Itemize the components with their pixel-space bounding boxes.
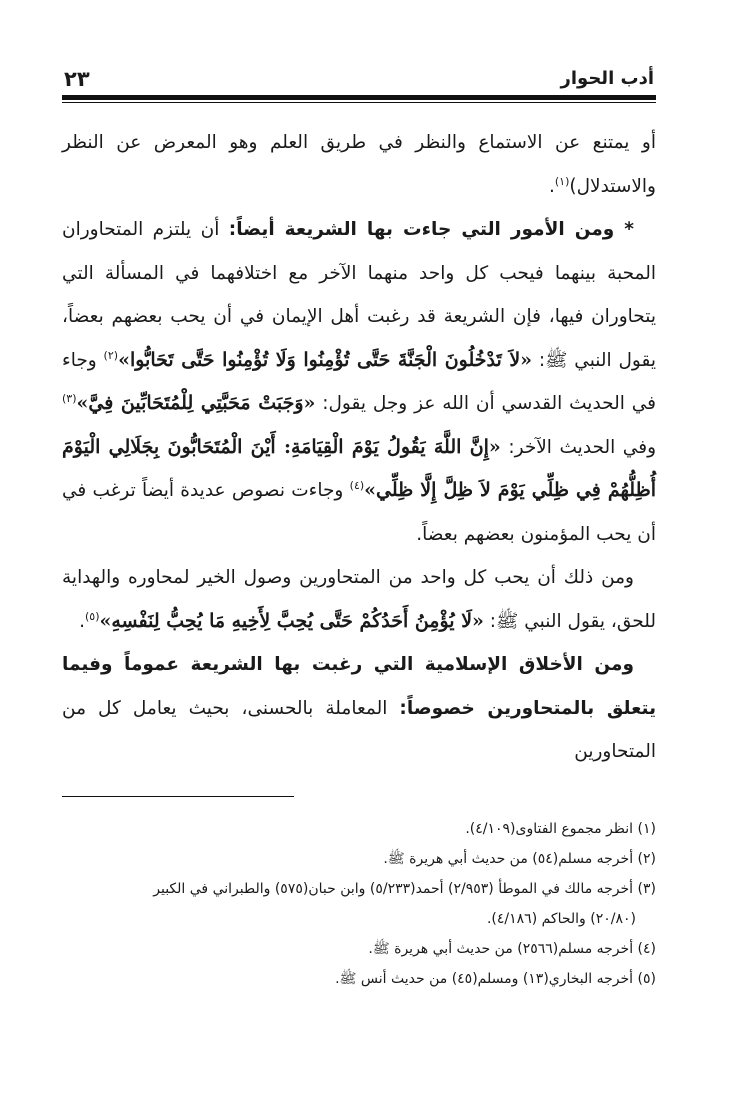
paragraph-2-text-4: وجاءت نصوص عديدة أيضاً ترغب في أن يحب المؤمنون بعضهم بعضاً. xyxy=(62,480,656,545)
paragraph-4-text: المعاملة بالحسنى، بحيث يعامل كل من المتحاورين xyxy=(62,697,656,762)
footnote-ref-2: (٢) xyxy=(103,348,119,362)
footnote-ref-1: (١) xyxy=(554,174,570,188)
footnote-number: (١) xyxy=(637,821,656,837)
header-rule-thin xyxy=(62,102,656,103)
paragraph-4 xyxy=(62,643,656,774)
paragraph-2-text-3: وفي الحديث الآخر: xyxy=(500,436,657,458)
footnote-text: أخرجه مسلم(٥٤) من حديث أبي هريرة ﷺ. xyxy=(383,851,634,867)
footnote-text: أخرجه مسلم(٢٥٦٦) من حديث أبي هريرة ﷺ. xyxy=(368,941,634,957)
footnote-2 xyxy=(62,844,656,874)
footnote-number: (٢) xyxy=(637,851,656,867)
paragraph-1-end: . xyxy=(548,175,555,197)
header-rule-thick xyxy=(62,95,656,100)
paragraph-2-text-1: أن يلتزم المتحاوران المحبة بينهما فيحب كل واحد منهما الآخر مع اختلافهما في المسألة التي يتحاوران فيها، فإن الشريعة قد رغبت أهل الإيمان في أن يحب بعضهم بعضاً، يقول النبي ﷺ: xyxy=(62,219,657,371)
footnotes xyxy=(62,814,656,994)
paragraph-2 xyxy=(62,208,656,556)
footnote-ref-4: (٤) xyxy=(349,478,365,492)
footnote-4 xyxy=(62,934,656,964)
main-text xyxy=(62,121,656,774)
paragraph-2-text-2: وجاء في الحديث القدسي أن الله عز وجل يقول: xyxy=(62,349,657,414)
paragraph-1-text: أو يمتنع عن الاستماع والنظر في طريق العلم وهو المعرض عن النظر والاستدلال) xyxy=(62,132,656,197)
footnote-ref-5: (٥) xyxy=(84,609,100,623)
running-head xyxy=(62,58,656,92)
paragraph-3 xyxy=(62,556,656,643)
hadith-quote-1: «لاَ تَدْخُلُونَ الْجَنَّةَ حَتَّى تُؤْمِنُوا وَلَا تُؤْمِنُوا حَتَّى تَحَابُّوا» xyxy=(118,348,533,371)
paragraph-3-end: . xyxy=(79,610,85,632)
footnote-text: أخرجه البخاري(١٣) ومسلم(٤٥) من حديث أنس ﷺ. xyxy=(335,971,634,987)
footnote-separator xyxy=(62,796,294,797)
paragraph-2-lead: * ومن الأمور التي جاءت بها الشريعة أيضاً: xyxy=(228,219,634,240)
hadith-quote-3: «إِنَّ اللَّهَ يَقُولُ يَوْمَ الْقِيَامَةِ: أَيْنَ الْمُتَحَابُّونَ بِجَلَالِي الْيَوْمَ أُظِلُّهُمْ فِي ظِلِّي يَوْمَ لاَ ظِلَّ إِلَّا ظِلِّي» xyxy=(62,435,656,501)
footnote-number: (٥) xyxy=(637,971,656,987)
paragraph-1 xyxy=(62,121,656,208)
book-title: أدب الحوار xyxy=(560,68,654,89)
page-number: ٢٣ xyxy=(64,67,90,91)
paragraph-3-text: ومن ذلك أن يحب كل واحد من المتحاورين وصول الخير لمحاوره والهداية للحق، يقول النبي ﷺ: xyxy=(62,567,656,632)
hadith-quote-4: «لَا يُؤْمِنُ أَحَدُكُمْ حَتَّى يُحِبَّ لِأَخِيهِ مَا يُحِبُّ لِنَفْسِهِ» xyxy=(99,609,484,632)
footnote-5 xyxy=(62,964,656,994)
footnote-number: (٤) xyxy=(637,941,656,957)
footnote-number: (٣) xyxy=(637,881,656,897)
footnote-ref-3: (٣) xyxy=(62,391,77,405)
footnote-text: أخرجه مالك في الموطأ (٢/٩٥٣) أحمد(٥/٢٣٣) وابن حبان(٥٧٥) والطبراني في الكبير xyxy=(153,881,634,897)
paragraph-4-lead: ومن الأخلاق الإسلامية التي رغبت بها الشريعة عموماً وفيما يتعلق بالمتحاورين خصوصاً: xyxy=(62,654,657,719)
footnote-1 xyxy=(62,814,656,844)
footnote-text: انظر مجموع الفتاوى(٤/١٠٩). xyxy=(465,821,634,837)
footnote-3 xyxy=(62,874,656,904)
book-page xyxy=(62,58,656,1058)
footnote-3-continuation: (٢٠/٨٠) والحاكم (٤/١٨٦). xyxy=(486,911,636,927)
hadith-quote-2: «وَجَبَتْ مَحَبَّتِي لِلْمُتَحَابِّينَ فِيَّ» xyxy=(76,392,316,414)
